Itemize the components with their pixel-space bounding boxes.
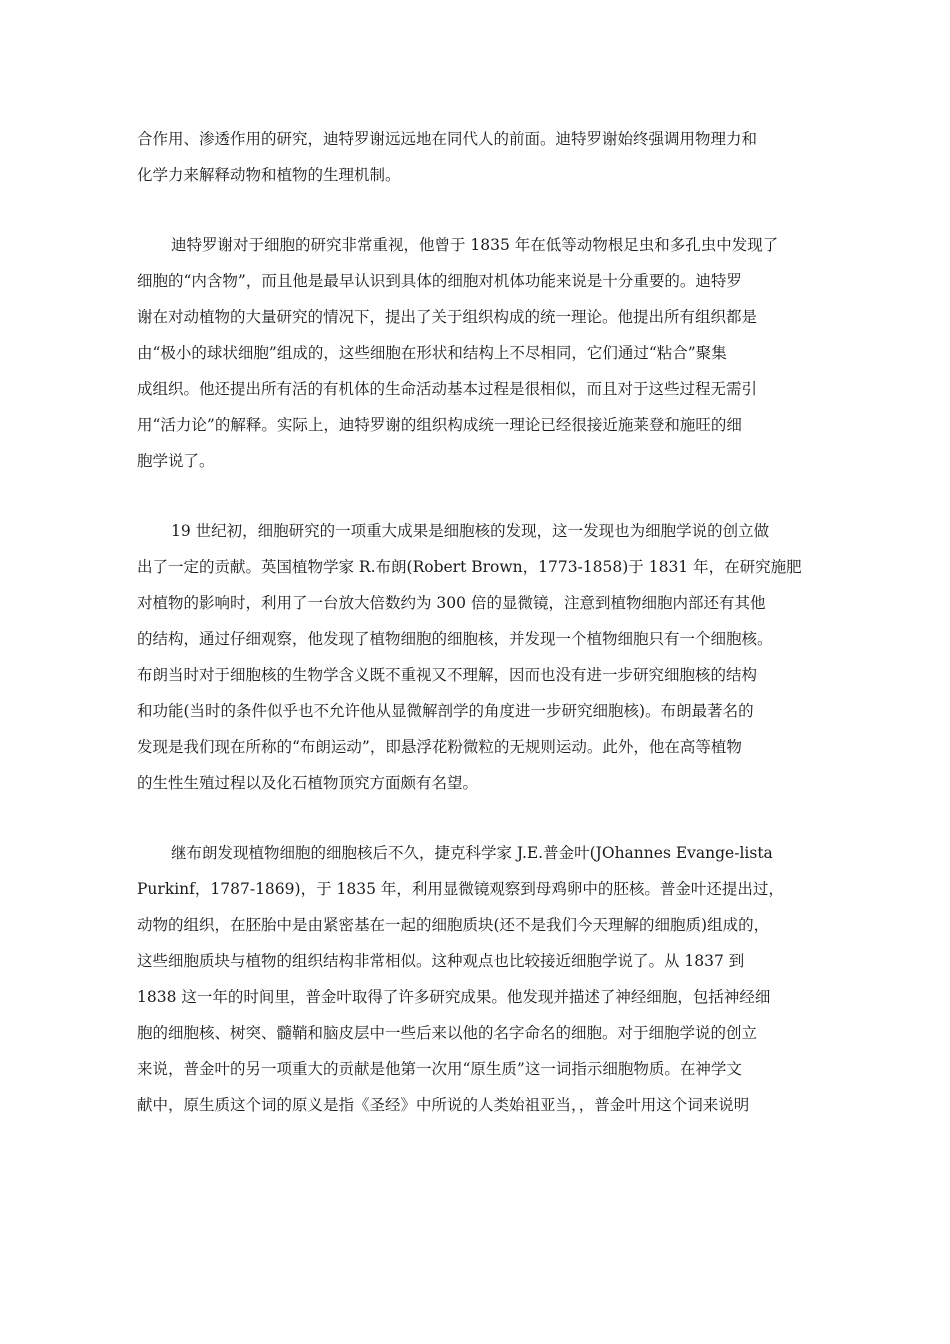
document-page [137, 121, 823, 1157]
text-line: 献中，原生质这个词的原义是指《圣经》中所说的人类始祖亚当，，普金叶用这个词来说明 [137, 1096, 750, 1114]
text-line: 迪特罗谢对于细胞的研究非常重视，他曾于 1835 年在低等动物根足虫和多孔虫中发现了 [171, 236, 779, 254]
paragraph-1 [137, 121, 823, 193]
text-line: 细胞的“内含物”，而且他是最早认识到具体的细胞对机体功能来说是十分重要的。迪特罗 [137, 272, 742, 290]
text-line: 和功能(当时的条件似乎也不允许他从显微解剖学的角度进一步研究细胞核)。布朗最著名的 [137, 702, 754, 720]
text-line: 化学力来解释动物和植物的生理机制。 [137, 166, 401, 184]
text-line: 出了一定的贡献。英国植物学家 R.布朗(Robert Brown，1773-1858)于 1831 年，在研究施肥 [137, 558, 802, 576]
text-line: 胞的细胞核、树突、髓鞘和脑皮层中一些后来以他的名字命名的细胞。对于细胞学说的创立 [137, 1024, 758, 1042]
text-line: 动物的组织，在胚胎中是由紧密基在一起的细胞质块(还不是我们今天理解的细胞质)组成的， [137, 916, 770, 934]
text-line: 胞学说了。 [137, 452, 215, 470]
text-line: 谢在对动植物的大量研究的情况下，提出了关于组织构成的统一理论。他提出所有组织都是 [137, 308, 758, 326]
text-line: 来说，普金叶的另一项重大的贡献是他第一次用“原生质”这一词指示细胞物质。在神学文 [137, 1060, 742, 1078]
paragraph-2 [137, 227, 823, 479]
text-line: 19 世纪初，细胞研究的一项重大成果是细胞核的发现，这一发现也为细胞学说的创立做 [171, 522, 770, 540]
text-line: 成组织。他还提出所有活的有机体的生命活动基本过程是很相似，而且对于这些过程无需引 [137, 380, 758, 398]
text-line: 由“极小的球状细胞”组成的，这些细胞在形状和结构上不尽相同，它们通过“粘合”聚集 [137, 344, 727, 362]
text-line: 用“活力论”的解释。实际上，迪特罗谢的组织构成统一理论已经很接近施莱登和施旺的细 [137, 416, 742, 434]
paragraph-3 [137, 513, 823, 801]
text-line: 对植物的影响时，利用了一台放大倍数约为 300 倍的显微镜，注意到植物细胞内部还有其他 [137, 594, 766, 612]
paragraph-4 [137, 835, 823, 1123]
text-line: 的结构，通过仔细观察，他发现了植物细胞的细胞核，并发现一个植物细胞只有一个细胞核。 [137, 630, 773, 648]
text-line: 的生性生殖过程以及化石植物顶究方面颇有名望。 [137, 774, 479, 792]
text-line: 发现是我们现在所称的“布朗运动”，即悬浮花粉微粒的无规则运动。此外，他在高等植物 [137, 738, 742, 756]
text-line: Purkinf，1787-1869)，于 1835 年，利用显微镜观察到母鸡卵中的胚核。普金叶还提出过， [137, 880, 784, 898]
text-line: 布朗当时对于细胞核的生物学含义既不重视又不理解，因而也没有进一步研究细胞核的结构 [137, 666, 758, 684]
text-line: 1838 这一年的时间里，普金叶取得了许多研究成果。他发现并描述了神经细胞，包括神经细 [137, 988, 771, 1006]
text-line: 这些细胞质块与植物的组织结构非常相似。这种观点也比较接近细胞学说了。从 1837 到 [137, 952, 745, 970]
text-line: 继布朗发现植物细胞的细胞核后不久，捷克科学家 J.E.普金叶(JOhannes Evange-lista [171, 844, 773, 862]
text-line: 合作用、渗透作用的研究，迪特罗谢远远地在同代人的前面。迪特罗谢始终强调用物理力和 [137, 130, 758, 148]
